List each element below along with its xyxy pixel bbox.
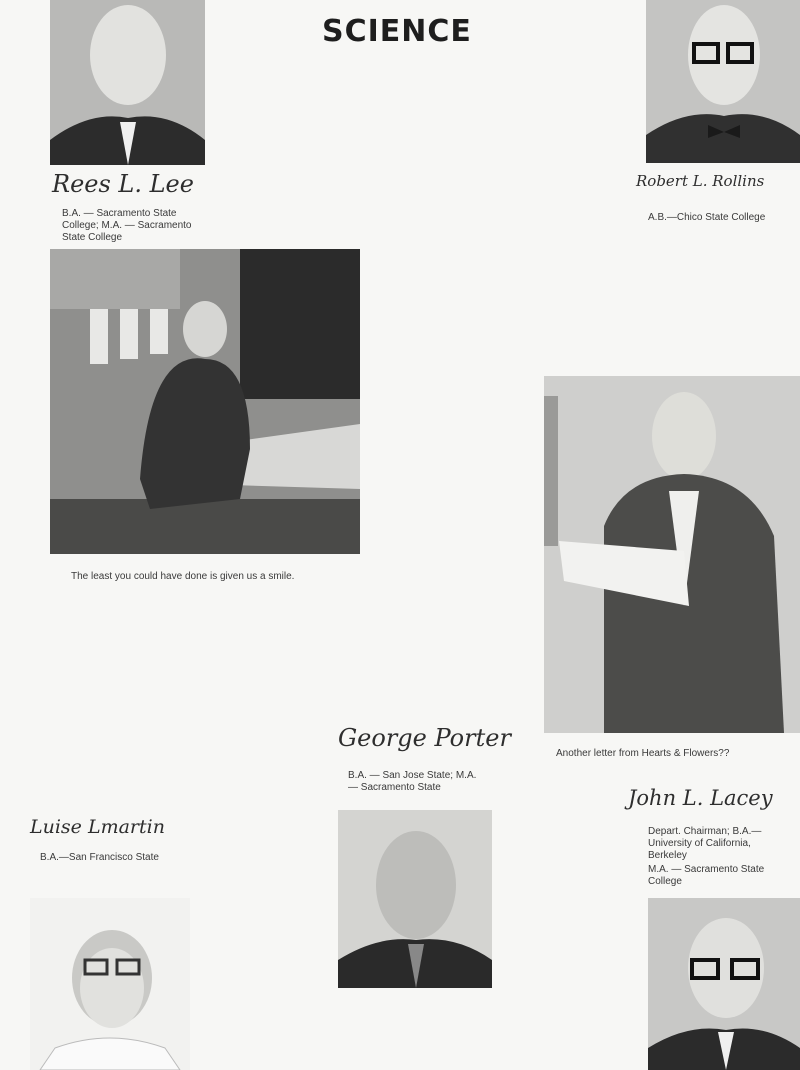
standing-photo-caption: Another letter from Hearts & Flowers?? [556,748,730,759]
desk-photo-caption: The least you could have done is given us a smile. [71,571,295,582]
lee-signature: Rees L. Lee [52,170,194,198]
standing-candid-photo [544,376,800,733]
lacey-credentials-ma: M.A. — Sacramento State College [648,864,765,887]
portrait-martin-photo [30,898,190,1070]
portrait-rollins-photo [646,0,800,163]
martin-signature: Luise Lmartin [30,816,165,838]
lacey-credentials: Depart. Chairman; B.A.— University of California, Berkeley [648,826,762,861]
martin-credentials: B.A.—San Francisco State [40,852,159,863]
portrait-lacey-photo [648,898,800,1070]
portrait-porter-photo [338,810,492,988]
portrait-lee-photo [50,0,205,165]
rollins-credentials: A.B.—Chico State College [648,212,766,223]
rollins-signature: Robert L. Rollins [636,172,765,190]
porter-signature: George Porter [338,724,511,752]
lacey-signature: John L. Lacey [628,786,773,810]
lee-credentials: B.A. — Sacramento State College; M.A. — Sacramento State College [62,208,192,243]
porter-credentials: B.A. — San Jose State; M.A. — Sacramento State [348,770,477,793]
page-title: SCIENCE [322,14,472,49]
desk-candid-photo [50,249,360,554]
